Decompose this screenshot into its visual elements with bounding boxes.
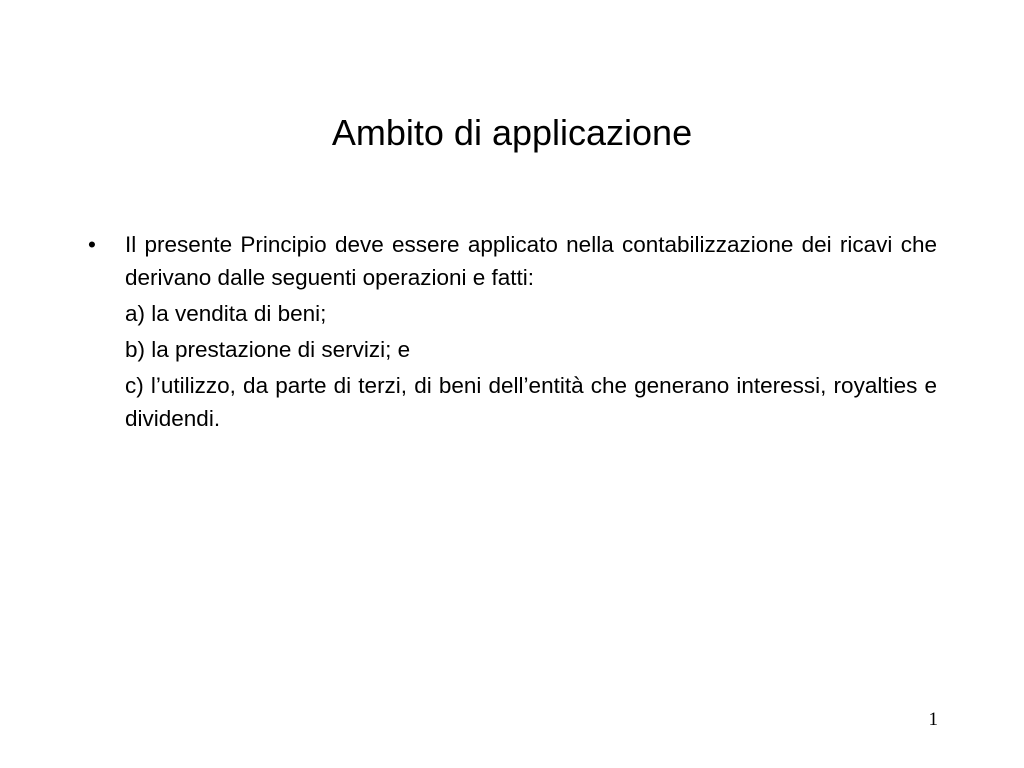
bullet-item	[88, 228, 937, 294]
sub-item-c: c) l’utilizzo, da parte di terzi, di beni dell’entità che generano interessi, royalties e dividendi.	[125, 373, 937, 431]
sub-item-b: b) la prestazione di servizi; e	[125, 337, 411, 362]
bullet-text: Il presente Principio deve essere applicato nella contabilizzazione dei ricavi che derivano dalle seguenti operazioni e fatti:	[125, 232, 937, 290]
sub-item-a: a) la vendita di beni;	[125, 301, 327, 326]
bullet-icon: •	[88, 232, 96, 257]
slide-title: Ambito di applicazione	[331, 112, 693, 153]
slide-content	[88, 228, 937, 435]
page-number: 1	[928, 709, 938, 730]
